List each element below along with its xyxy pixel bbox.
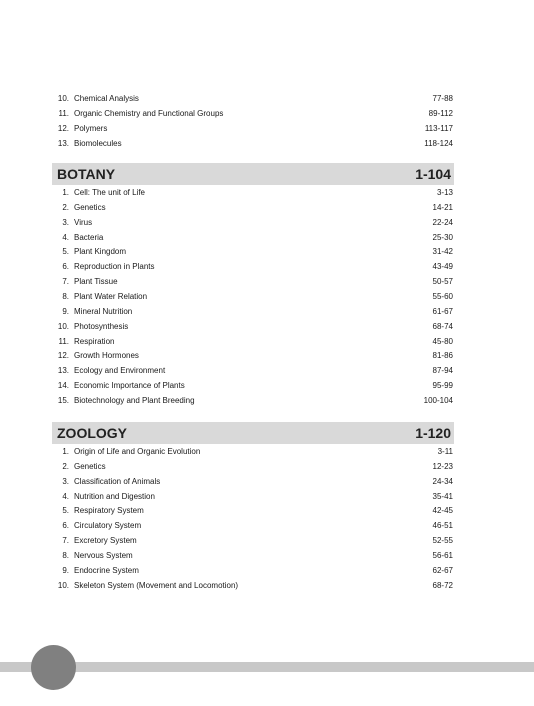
toc-entry xyxy=(55,231,453,245)
toc-entry-title: Genetics xyxy=(74,461,106,471)
toc-entry xyxy=(55,186,453,200)
toc-entry-number: 13. xyxy=(57,366,69,376)
toc-entry-number: 11. xyxy=(58,108,69,118)
toc-entry-pages: 22-24 xyxy=(432,217,453,227)
toc-entry-title: Photosynthesis xyxy=(74,321,129,331)
toc-entry-title: Plant Water Relation xyxy=(74,291,148,301)
toc-entry-pages: 50-57 xyxy=(432,277,453,287)
toc-entry-number: 6. xyxy=(62,521,69,531)
toc-entry xyxy=(55,320,453,334)
zoology-section-header xyxy=(52,422,454,444)
toc-entry-title: Mineral Nutrition xyxy=(74,306,133,316)
toc-entry xyxy=(55,349,453,363)
toc-entry-number: 3. xyxy=(62,476,69,486)
toc-entry-title: Nervous System xyxy=(74,550,133,560)
toc-entry-pages: 14-21 xyxy=(432,202,453,212)
toc-entry-pages: 89-112 xyxy=(428,108,453,118)
toc-entry-pages: 113-117 xyxy=(424,123,453,133)
toc-entry xyxy=(55,245,453,259)
toc-entry-title: Biomolecules xyxy=(74,138,122,148)
toc-entry-title: Nutrition and Digestion xyxy=(74,491,155,501)
toc-entry-title: Growth Hormones xyxy=(74,351,139,361)
toc-entry-pages: 3-13 xyxy=(436,188,453,197)
toc-entry-pages: 25-30 xyxy=(432,232,453,242)
toc-entry xyxy=(55,364,453,378)
toc-entry-title: Classification of Animals xyxy=(74,476,161,486)
toc-entry-number: 2. xyxy=(62,461,69,471)
toc-entry-pages: 24-34 xyxy=(432,476,453,486)
toc-entry-number: 13. xyxy=(57,138,69,148)
toc-entry-number: 5. xyxy=(62,506,69,516)
toc-entry xyxy=(55,579,453,593)
zoology-section-range: 1-120 xyxy=(415,425,451,441)
toc-entry-number: 10. xyxy=(57,580,69,590)
toc-entry-number: 4. xyxy=(62,491,69,501)
toc-entry-pages: 95-99 xyxy=(432,381,453,391)
toc-entry xyxy=(55,92,453,106)
toc-entry-title: Cell: The unit of Life xyxy=(74,188,146,197)
toc-entry-number: 12. xyxy=(57,351,69,361)
toc-entry-pages: 61-67 xyxy=(432,306,453,316)
toc-entry xyxy=(55,260,453,274)
toc-entry-number: 15. xyxy=(57,395,69,405)
toc-entry-number: 3. xyxy=(62,217,69,227)
toc-entry-number: 8. xyxy=(62,550,69,560)
toc-entry-title: Respiration xyxy=(74,336,115,346)
toc-entry-pages: 68-72 xyxy=(432,580,453,590)
toc-entry-title: Economic Importance of Plants xyxy=(74,381,185,391)
toc-entry-number: 7. xyxy=(62,277,69,287)
toc-entry-pages: 118-124 xyxy=(424,138,453,148)
toc-entry-pages: 62-67 xyxy=(432,565,453,575)
toc-entry-title: Plant Tissue xyxy=(74,277,118,287)
toc-entry-title: Ecology and Environment xyxy=(74,366,166,376)
toc-entry-number: 14. xyxy=(57,381,69,391)
toc-entry-title: Virus xyxy=(74,217,93,227)
toc-entry-number: 7. xyxy=(62,536,69,546)
toc-entry-pages: 42-45 xyxy=(432,506,453,516)
toc-entry-title: Respiratory System xyxy=(74,506,144,516)
toc-entry-title: Bacteria xyxy=(74,232,104,242)
toc-entry-pages: 100-104 xyxy=(423,395,453,405)
toc-entry xyxy=(55,305,453,319)
toc-entry xyxy=(55,379,453,393)
toc-entry-number: 1. xyxy=(62,447,69,456)
botany-section-header xyxy=(52,163,454,185)
toc-entry xyxy=(55,335,453,349)
zoology-section-title: ZOOLOGY xyxy=(57,425,127,441)
toc-entry xyxy=(55,490,453,504)
toc-entry-pages: 87-94 xyxy=(432,366,453,376)
toc-entry xyxy=(55,216,453,230)
toc-entry xyxy=(55,137,453,151)
toc-entry-number: 2. xyxy=(62,202,69,212)
toc-entry-number: 11. xyxy=(58,336,69,346)
page-number-badge xyxy=(31,645,76,690)
toc-entry-number: 9. xyxy=(62,565,69,575)
toc-entry-number: 5. xyxy=(62,247,69,257)
toc-entry-pages: 68-74 xyxy=(432,321,453,331)
toc-entry xyxy=(55,445,453,459)
toc-entry-title: Endocrine System xyxy=(74,565,139,575)
toc-entry-number: 6. xyxy=(62,262,69,272)
toc-entry xyxy=(55,519,453,533)
toc-entry-title: Biotechnology and Plant Breeding xyxy=(74,395,195,405)
toc-entry-pages: 31-42 xyxy=(432,247,453,257)
toc-entry-title: Reproduction in Plants xyxy=(74,262,155,272)
toc-entry-pages: 52-55 xyxy=(432,536,453,546)
toc-entry xyxy=(55,460,453,474)
toc-entry-title: Chemical Analysis xyxy=(74,94,139,103)
toc-entry xyxy=(55,475,453,489)
toc-entry xyxy=(55,394,453,408)
toc-entry-title: Plant Kingdom xyxy=(74,247,127,257)
toc-entry xyxy=(55,107,453,121)
toc-entry-number: 4. xyxy=(62,232,69,242)
toc-entry-title: Circulatory System xyxy=(74,521,142,531)
toc-entry xyxy=(55,122,453,136)
toc-entry-pages: 55-60 xyxy=(432,291,453,301)
toc-entry-number: 10. xyxy=(57,321,69,331)
footer-bar xyxy=(0,662,534,672)
toc-entry-pages: 46-51 xyxy=(432,521,453,531)
toc-entry-pages: 12-23 xyxy=(432,461,453,471)
toc-entry-pages: 77-88 xyxy=(432,94,453,103)
toc-entry-title: Organic Chemistry and Functional Groups xyxy=(74,108,224,118)
toc-entry-title: Genetics xyxy=(74,202,106,212)
toc-entry-pages: 3-11 xyxy=(437,447,453,456)
toc-entry xyxy=(55,534,453,548)
toc-entry-number: 8. xyxy=(62,291,69,301)
toc-entry-title: Polymers xyxy=(74,123,108,133)
toc-entry-title: Skeleton System (Movement and Locomotion) xyxy=(74,580,239,590)
toc-entry xyxy=(55,504,453,518)
toc-entry-number: 9. xyxy=(62,306,69,316)
toc-entry-pages: 45-80 xyxy=(432,336,453,346)
toc-entry xyxy=(55,201,453,215)
toc-entry-pages: 81-86 xyxy=(432,351,453,361)
toc-entry-pages: 35-41 xyxy=(432,491,453,501)
toc-entry xyxy=(55,549,453,563)
toc-entry-number: 12. xyxy=(57,123,69,133)
botany-section-range: 1-104 xyxy=(415,166,451,182)
botany-section-title: BOTANY xyxy=(57,166,116,182)
toc-entry-pages: 43-49 xyxy=(432,262,453,272)
toc-entry xyxy=(55,290,453,304)
toc-entry xyxy=(55,275,453,289)
toc-entry-number: 10. xyxy=(57,94,69,103)
toc-entry-pages: 56-61 xyxy=(432,550,453,560)
toc-entry-title: Origin of Life and Organic Evolution xyxy=(74,447,201,456)
toc-entry-number: 1. xyxy=(62,188,69,197)
toc-entry xyxy=(55,564,453,578)
toc-entry-title: Excretory System xyxy=(74,536,137,546)
